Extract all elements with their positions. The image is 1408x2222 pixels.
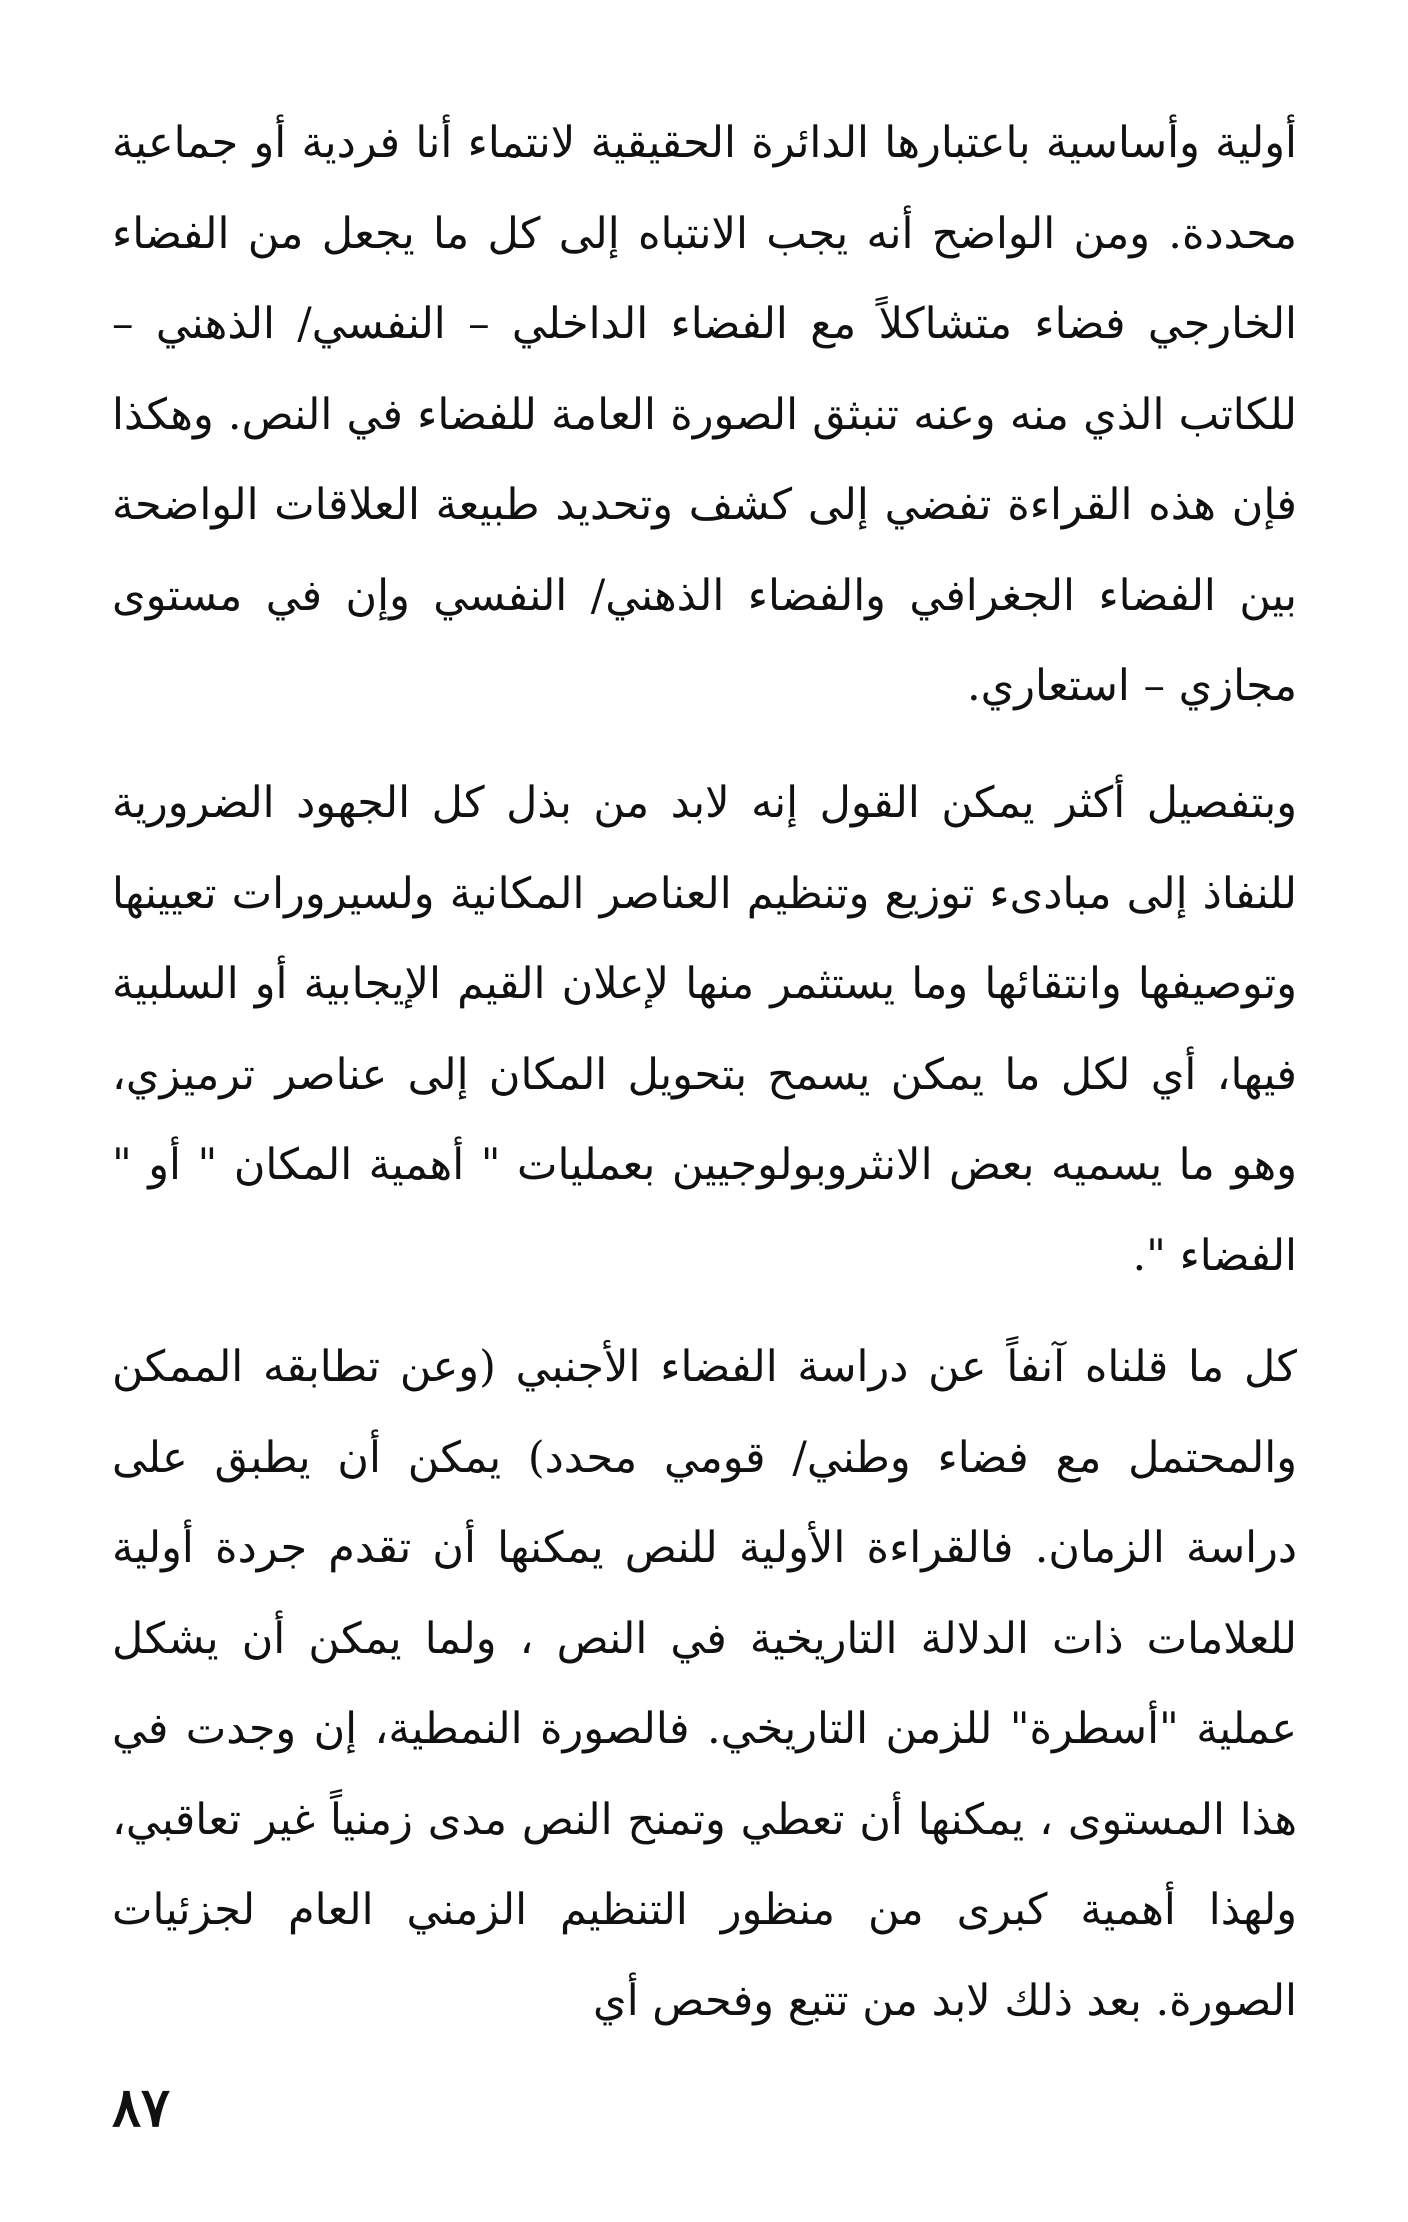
paragraph-3 — [112, 1322, 1297, 2046]
paragraph-1-text: أولية وأساسية باعتبارها الدائرة الحقيقية لانتماء أنا فردية أو جماعية محددة. ومن الواضح أنه يجب الانتباه إلى كل ما يجعل من الفضاء الخارجي فضاء متشاكلاً مع الفضاء الداخلي – النفسي/ الذهني – للكاتب الذي منه وعنه تنبثق الصورة العامة للفضاء في النص. وهكذا فإن هذه القراءة تفضي إلى كشف وتحديد طبيعة العلاقات الواضحة بين الفضاء الجغرافي والفضاء الذهني/ النفسي وإن في مستوى مجازي – استعاري. — [112, 118, 1297, 711]
paragraph-3-text: كل ما قلناه آنفاً عن دراسة الفضاء الأجنبي (وعن تطابقه الممكن والمحتمل مع فضاء وطني/ قومي محدد) يمكن أن يطبق على دراسة الزمان. فالقراءة الأولية للنص يمكنها أن تقدم جردة أولية للعلامات ذات الدلالة التاريخية في النص ، ولما يمكن أن يشكل عملية "أسطرة" للزمن التاريخي. فالصورة النمطية، إن وجدت في هذا المستوى ، يمكنها أن تعطي وتمنح النص مدى زمنياً غير تعاقبي، ولهذا أهمية كبرى من منظور التنظيم الزمني العام لجزئيات الصورة. بعد ذلك لابد من تتبع وفحص أي — [112, 1342, 1297, 2026]
paragraph-2 — [112, 758, 1297, 1301]
paragraph-2-text: وبتفصيل أكثر يمكن القول إنه لابد من بذل كل الجهود الضرورية للنفاذ إلى مبادىء توزيع وتنظيم العناصر المكانية ولسيرورات تعيينها وتوصيفها وانتقائها وما يستثمر منها لإعلان القيم الإيجابية أو السلبية فيها، أي لكل ما يمكن يسمح بتحويل المكان إلى عناصر ترميزي، وهو ما يسميه بعض الانثروبولوجيين بعمليات " أهمية المكان " أو " الفضاء ". — [112, 778, 1297, 1281]
paragraph-1 — [112, 98, 1297, 732]
page-number: ٨٧ — [112, 2075, 171, 2139]
